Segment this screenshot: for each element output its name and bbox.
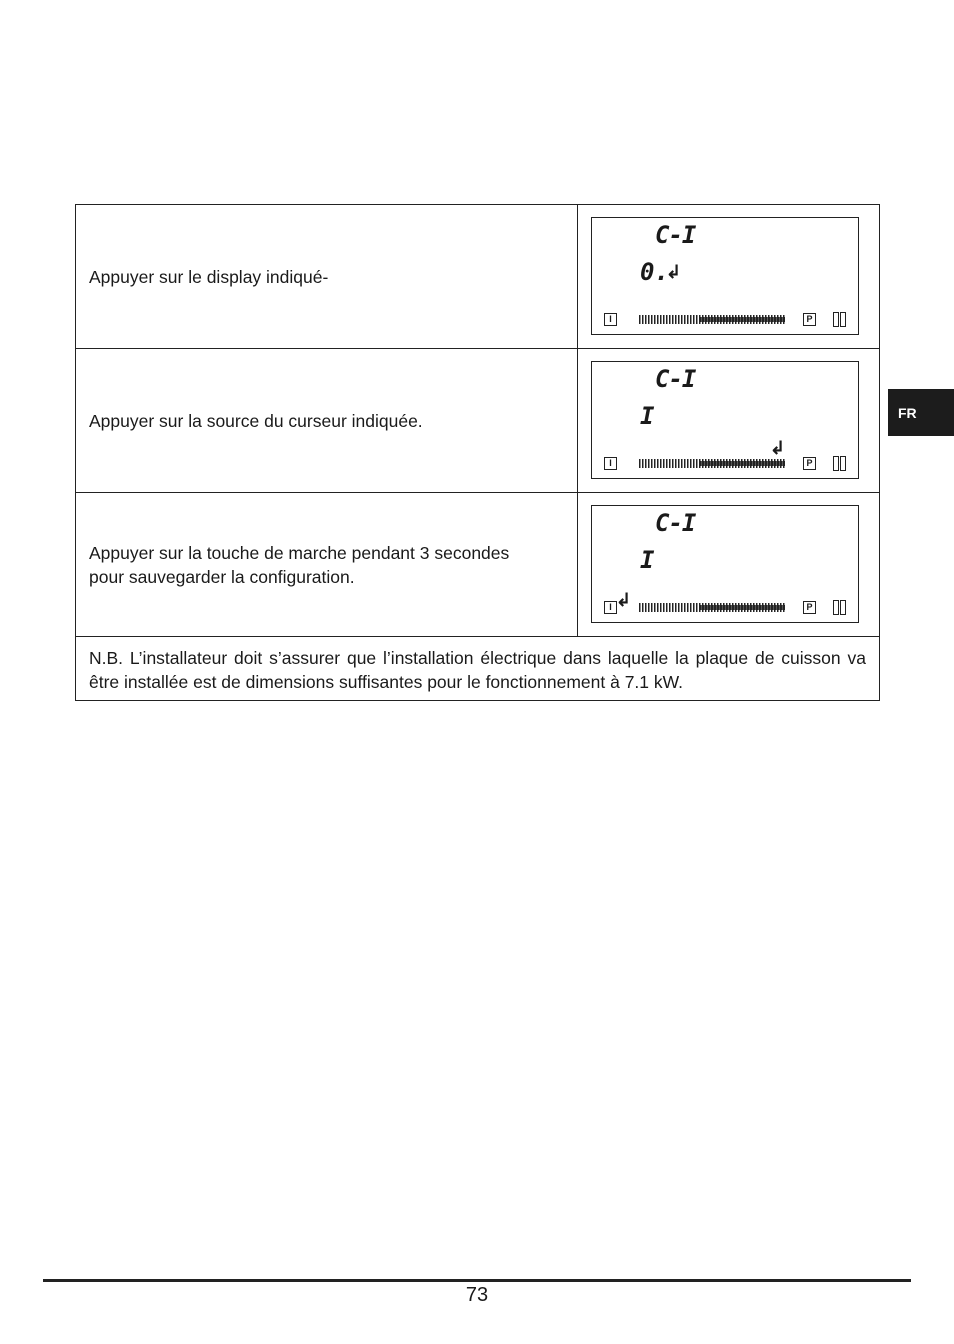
display-value: I — [640, 546, 655, 574]
booster-key-icon: P — [803, 457, 816, 470]
language-tab: FR — [888, 389, 954, 436]
slider-bar — [639, 459, 785, 468]
table-row — [76, 493, 879, 637]
display-cell — [578, 349, 879, 492]
lcd-display — [591, 505, 859, 623]
power-key-icon: I — [604, 457, 617, 470]
installer-note: N.B. L’installateur doit s’assurer que l’installation électrique dans laquelle la plaque de cuisson va être installée est de dimensions suffisantes pour le fonctionnement à 7.1 kW. — [89, 648, 866, 692]
cooking-zone-icon — [833, 600, 848, 615]
instruction-table — [75, 204, 880, 701]
enter-arrow-icon: ↲ — [616, 590, 632, 610]
display-code: C-I — [655, 365, 696, 393]
display-value: 0. — [640, 258, 669, 286]
power-key-icon: I — [604, 313, 617, 326]
cooking-zone-icon — [833, 456, 848, 471]
lcd-display — [591, 361, 859, 479]
instruction-line: Appuyer sur la source du curseur indiquée. — [89, 410, 423, 431]
lcd-display — [591, 217, 859, 335]
slider-bar — [639, 603, 785, 612]
page-number: 73 — [465, 1284, 489, 1306]
booster-key-icon: P — [803, 313, 816, 326]
display-value: I — [640, 402, 655, 430]
instruction-line: Appuyer sur la touche de marche pendant 3 secondes — [89, 542, 510, 563]
instruction-line: pour sauvegarder la configuration. — [89, 566, 355, 587]
instruction-text — [76, 205, 578, 348]
display-cell — [578, 493, 879, 636]
instruction-text — [76, 349, 578, 492]
power-key-icon: I — [604, 601, 617, 614]
display-cell — [578, 205, 879, 348]
display-code: C-I — [655, 509, 696, 537]
enter-arrow-icon: ↲ — [770, 438, 786, 458]
table-row — [76, 205, 879, 349]
enter-arrow-icon: ↲ — [666, 262, 682, 282]
cooking-zone-icon — [833, 312, 848, 327]
display-code: C-I — [655, 221, 696, 249]
booster-key-icon: P — [803, 601, 816, 614]
instruction-text — [76, 493, 578, 636]
footer-rule — [43, 1279, 911, 1282]
table-row — [76, 349, 879, 493]
instruction-line: Appuyer sur le display indiqué- — [89, 266, 329, 287]
slider-bar — [639, 315, 785, 324]
